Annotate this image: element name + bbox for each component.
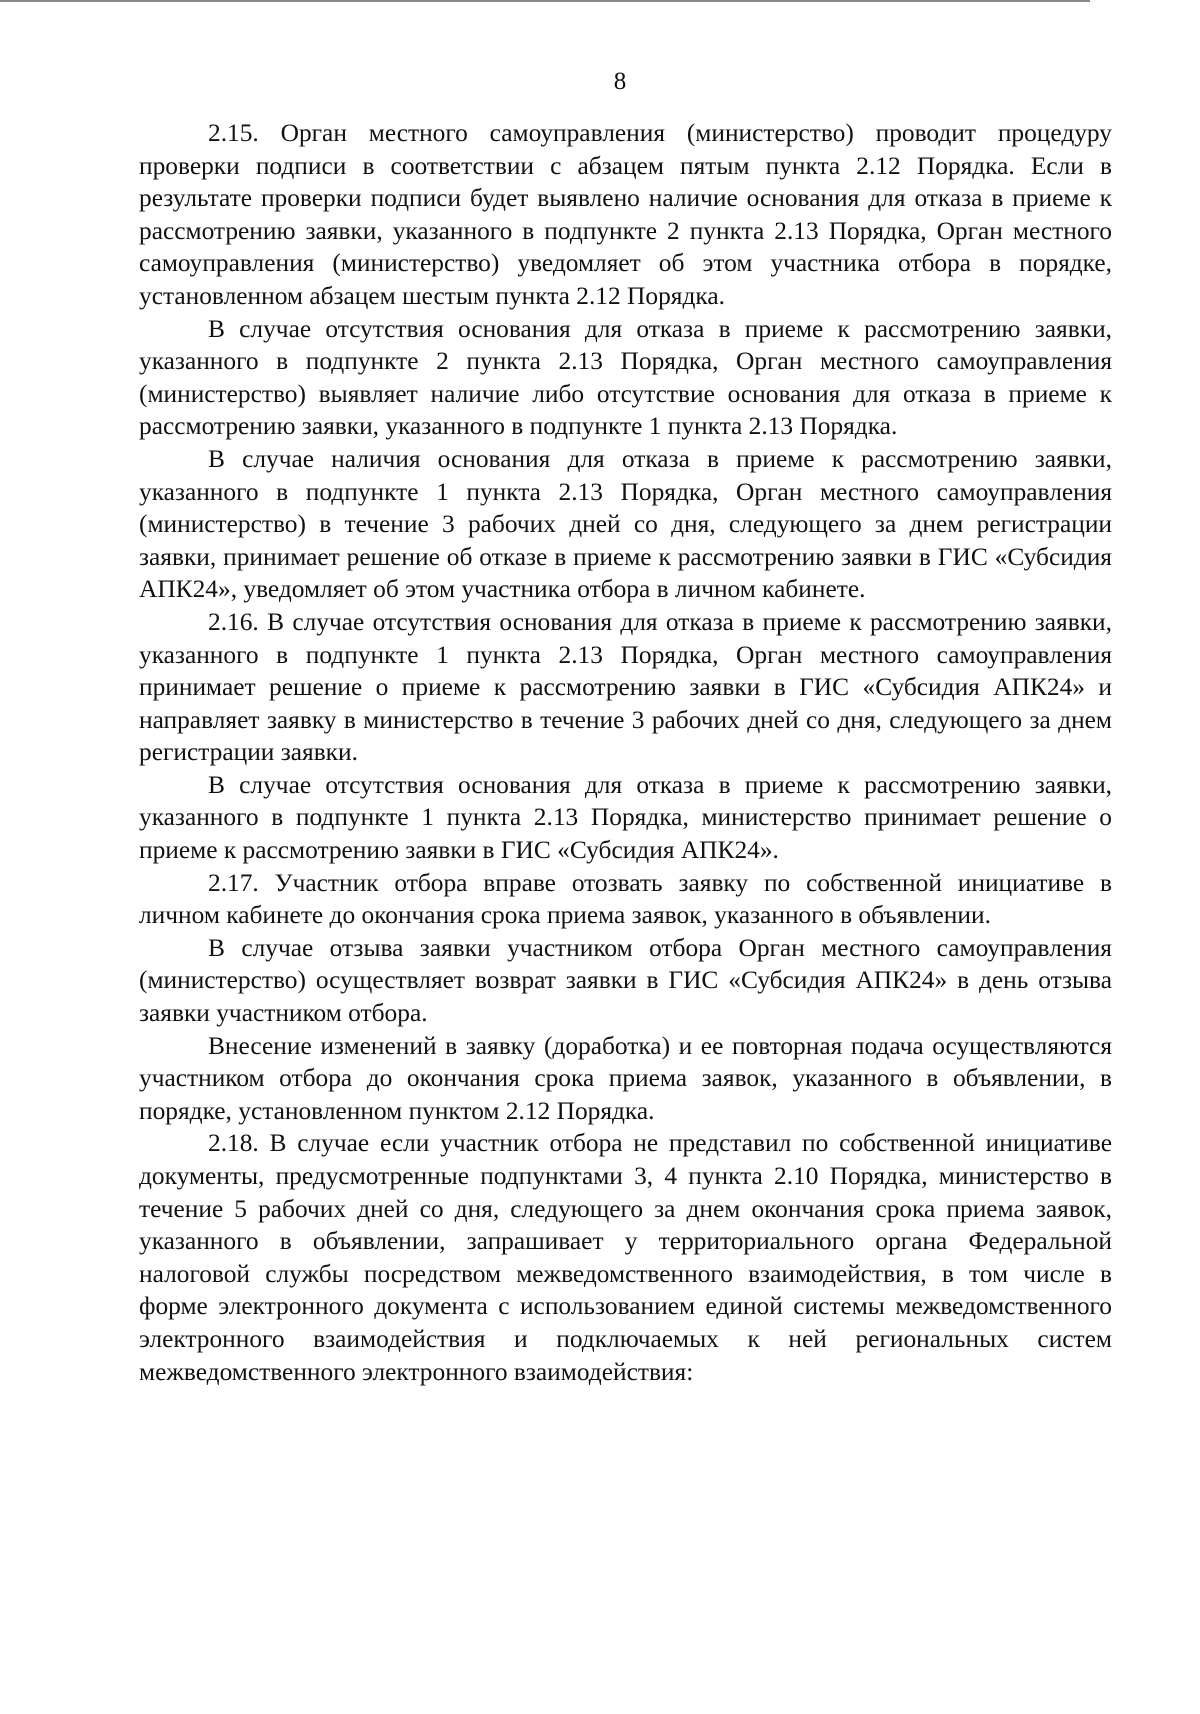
paragraph-ministry-acceptance: В случае отсутствия основания для отказа в приеме к рассмотрению заявки, указанного в подпункте 1 пункта 2.13 Порядка, министерство принимает решение о приеме к рассмотрению заявки в ГИС «Субсидия АПК24». <box>139 770 1112 865</box>
paragraph-withdrawal: В случае отзыва заявки участником отбора Орган местного самоуправления (министерство) осуществляет возврат заявки в ГИС «Субсидия АПК24» в день отзыва заявки участником отбора. <box>139 933 1112 1028</box>
document-body <box>139 117 1112 1388</box>
scan-top-edge <box>0 0 1090 2</box>
page-number: 8 <box>613 68 627 95</box>
paragraph-2-18: 2.18. В случае если участник отбора не представил по собственной инициативе документы, предусмотренные подпунктами 3, 4 пункта 2.10 Порядка, министерство в течение 5 рабочих дней со дня, следующего за днем окончания срока приема заявок, указанного в объявлении, запрашивает у территориального органа Федеральной налоговой службы посредством межведомственного взаимодействия, в том числе в форме электронного документа с использованием единой системы межведомственного электронного взаимодействия и подключаемых к ней региональных систем межведомственного электронного взаимодействия: <box>139 1129 1112 1386</box>
paragraph-2-16: 2.16. В случае отсутствия основания для отказа в приеме к рассмотрению заявки, указанного в подпункте 1 пункта 2.13 Порядка, Орган местного самоуправления принимает решение о приеме к рассмотрению заявки в ГИС «Субсидия АПК24» и направляет заявку в министерство в течение 3 рабочих дней со дня, следующего за днем регистрации заявки. <box>139 607 1112 767</box>
paragraph-ground-subpoint-1: В случае наличия основания для отказа в приеме к рассмотрению заявки, указанного в подпункте 1 пункта 2.13 Порядка, Орган местного самоуправления (министерство) в течение 3 рабочих дней со дня, следующего за днем регистрации заявки, принимает решение об отказе в приеме к рассмотрению заявки в ГИС «Субсидия АПК24», уведомляет об этом участника отбора в личном кабинете. <box>139 444 1112 604</box>
paragraph-2-17: 2.17. Участник отбора вправе отозвать заявку по собственной инициативе в личном кабинете до окончания срока приема заявок, указанного в объявлении. <box>139 868 1112 930</box>
paragraph-amendments: Внесение изменений в заявку (доработка) и ее повторная подача осуществляются участником отбора до окончания срока приема заявок, указанного в объявлении, в порядке, установленном пунктом 2.12 Порядка. <box>139 1031 1112 1125</box>
paragraph-2-15: 2.15. Орган местного самоуправления (министерство) проводит процедуру проверки подписи в соответствии с абзацем пятым пункта 2.12 Порядка. Если в результате проверки подписи будет выявлено наличие основания для отказа в приеме к рассмотрению заявки, указанного в подпункте 2 пункта 2.13 Порядка, Орган местного самоуправления (министерство) уведомляет об этом участника отбора в порядке, установленном абзацем шестым пункта 2.12 Порядка. <box>139 119 1112 310</box>
paragraph-no-ground-subpoint-2: В случае отсутствия основания для отказа в приеме к рассмотрению заявки, указанного в подпункте 2 пункта 2.13 Порядка, Орган местного самоуправления (министерство) выявляет наличие либо отсутствие основания для отказа в приеме к рассмотрению заявки, указанного в подпункте 1 пункта 2.13 Порядка. <box>139 314 1112 441</box>
